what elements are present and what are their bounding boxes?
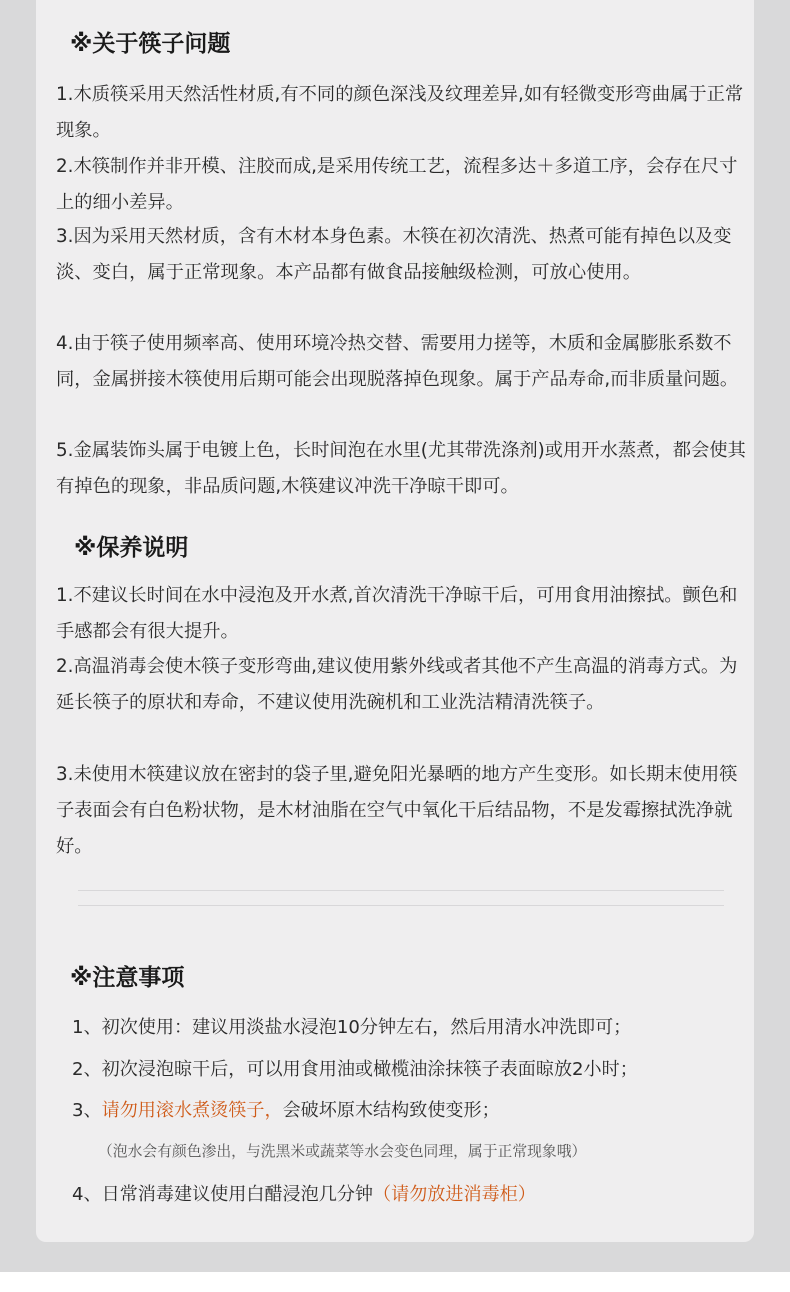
note-item-3-rest: 会破坏原木结构致使变形； [282, 1100, 500, 1121]
care-paragraph-1: 1.不建议长时间在水中浸泡及开水煮,首次清洗干净晾干后，可用食用油擦拭。颤色和手感都会有很大提升。 [56, 585, 738, 642]
chopsticks-paragraph-5: 5.金属装饰头属于电镀上色，长时间泡在水里(尤其带洗涤剂)或用开水蒸煮，都会使其有掉色的现象，非品质问题,木筷建议冲洗干净晾干即可。 [56, 440, 746, 497]
note-item-3 [72, 1099, 500, 1123]
note-item-3-warning: 请勿用滚水煮烫筷子， [101, 1100, 283, 1121]
chopsticks-paragraph-3: 3.因为采用天然材质，含有木材本身色素。木筷在初次清洗、热煮可能有掉色以及变淡、变白，属于正常现象。本产品都有做食品接触级检测，可放心使用。 [56, 226, 732, 283]
note-item-4-text: 4、日常消毒建议使用白醋浸泡几分钟 [72, 1184, 374, 1205]
section-title-chopsticks: ※关于筷子问题 [70, 31, 231, 57]
bottom-band [0, 1272, 790, 1292]
note-item-4 [72, 1183, 536, 1207]
care-paragraph-3: 3.未使用木筷建议放在密封的袋子里,避免阳光暴晒的地方产生变形。如长期末使用筷子表面会有白色粉状物，是木材油脂在空气中氧化干后结品物，不是发霉擦拭洗净就好。 [56, 764, 738, 857]
chopsticks-paragraph-1: 1.木质筷采用天然活性材质,有不同的颜色深浅及纹理差异,如有轻微变形弯曲属于正常现象。 [56, 84, 744, 141]
divider-bottom [78, 905, 724, 906]
section-title-care: ※保养说明 [74, 535, 189, 561]
note-item-4-warning: （请勿放进消毒柜） [373, 1184, 536, 1205]
chopsticks-paragraph-2: 2.木筷制作并非开模、注胶而成,是采用传统工艺，流程多达＋多道工序，会存在尺寸上的细小差异。 [56, 156, 738, 213]
note-item-1: 1、初次使用：建议用淡盐水浸泡10分钟左右，然后用清水冲洗即可； [72, 1017, 632, 1038]
care-paragraph-2: 2.高温消毒会使木筷子变形弯曲,建议使用紫外线或者其他不产生高温的消毒方式。为延长筷子的原状和寿命，不建议使用洗碗机和工业洗洁精清洗筷子。 [56, 656, 738, 713]
divider-top [78, 890, 724, 891]
note-item-2: 2、初次浸泡晾干后，可以用食用油或橄榄油涂抹筷子表面晾放2小时； [72, 1059, 638, 1080]
section-title-notes: ※注意事项 [70, 965, 185, 991]
note-item-3-subnote: （泡水会有颜色渗出，与洗黑米或蔬菜等水会变色同理，属于正常现象哦） [98, 1143, 587, 1160]
chopsticks-paragraph-4: 4.由于筷子使用频率高、使用环境冷热交替、需要用力搓等，木质和金属膨胀系数不同，金属拼接木筷使用后期可能会出现脱落掉色现象。属于产品寿命,而非质量问题。 [56, 333, 739, 390]
content-card [36, 0, 754, 1242]
note-item-3-prefix: 3、 [72, 1100, 102, 1121]
